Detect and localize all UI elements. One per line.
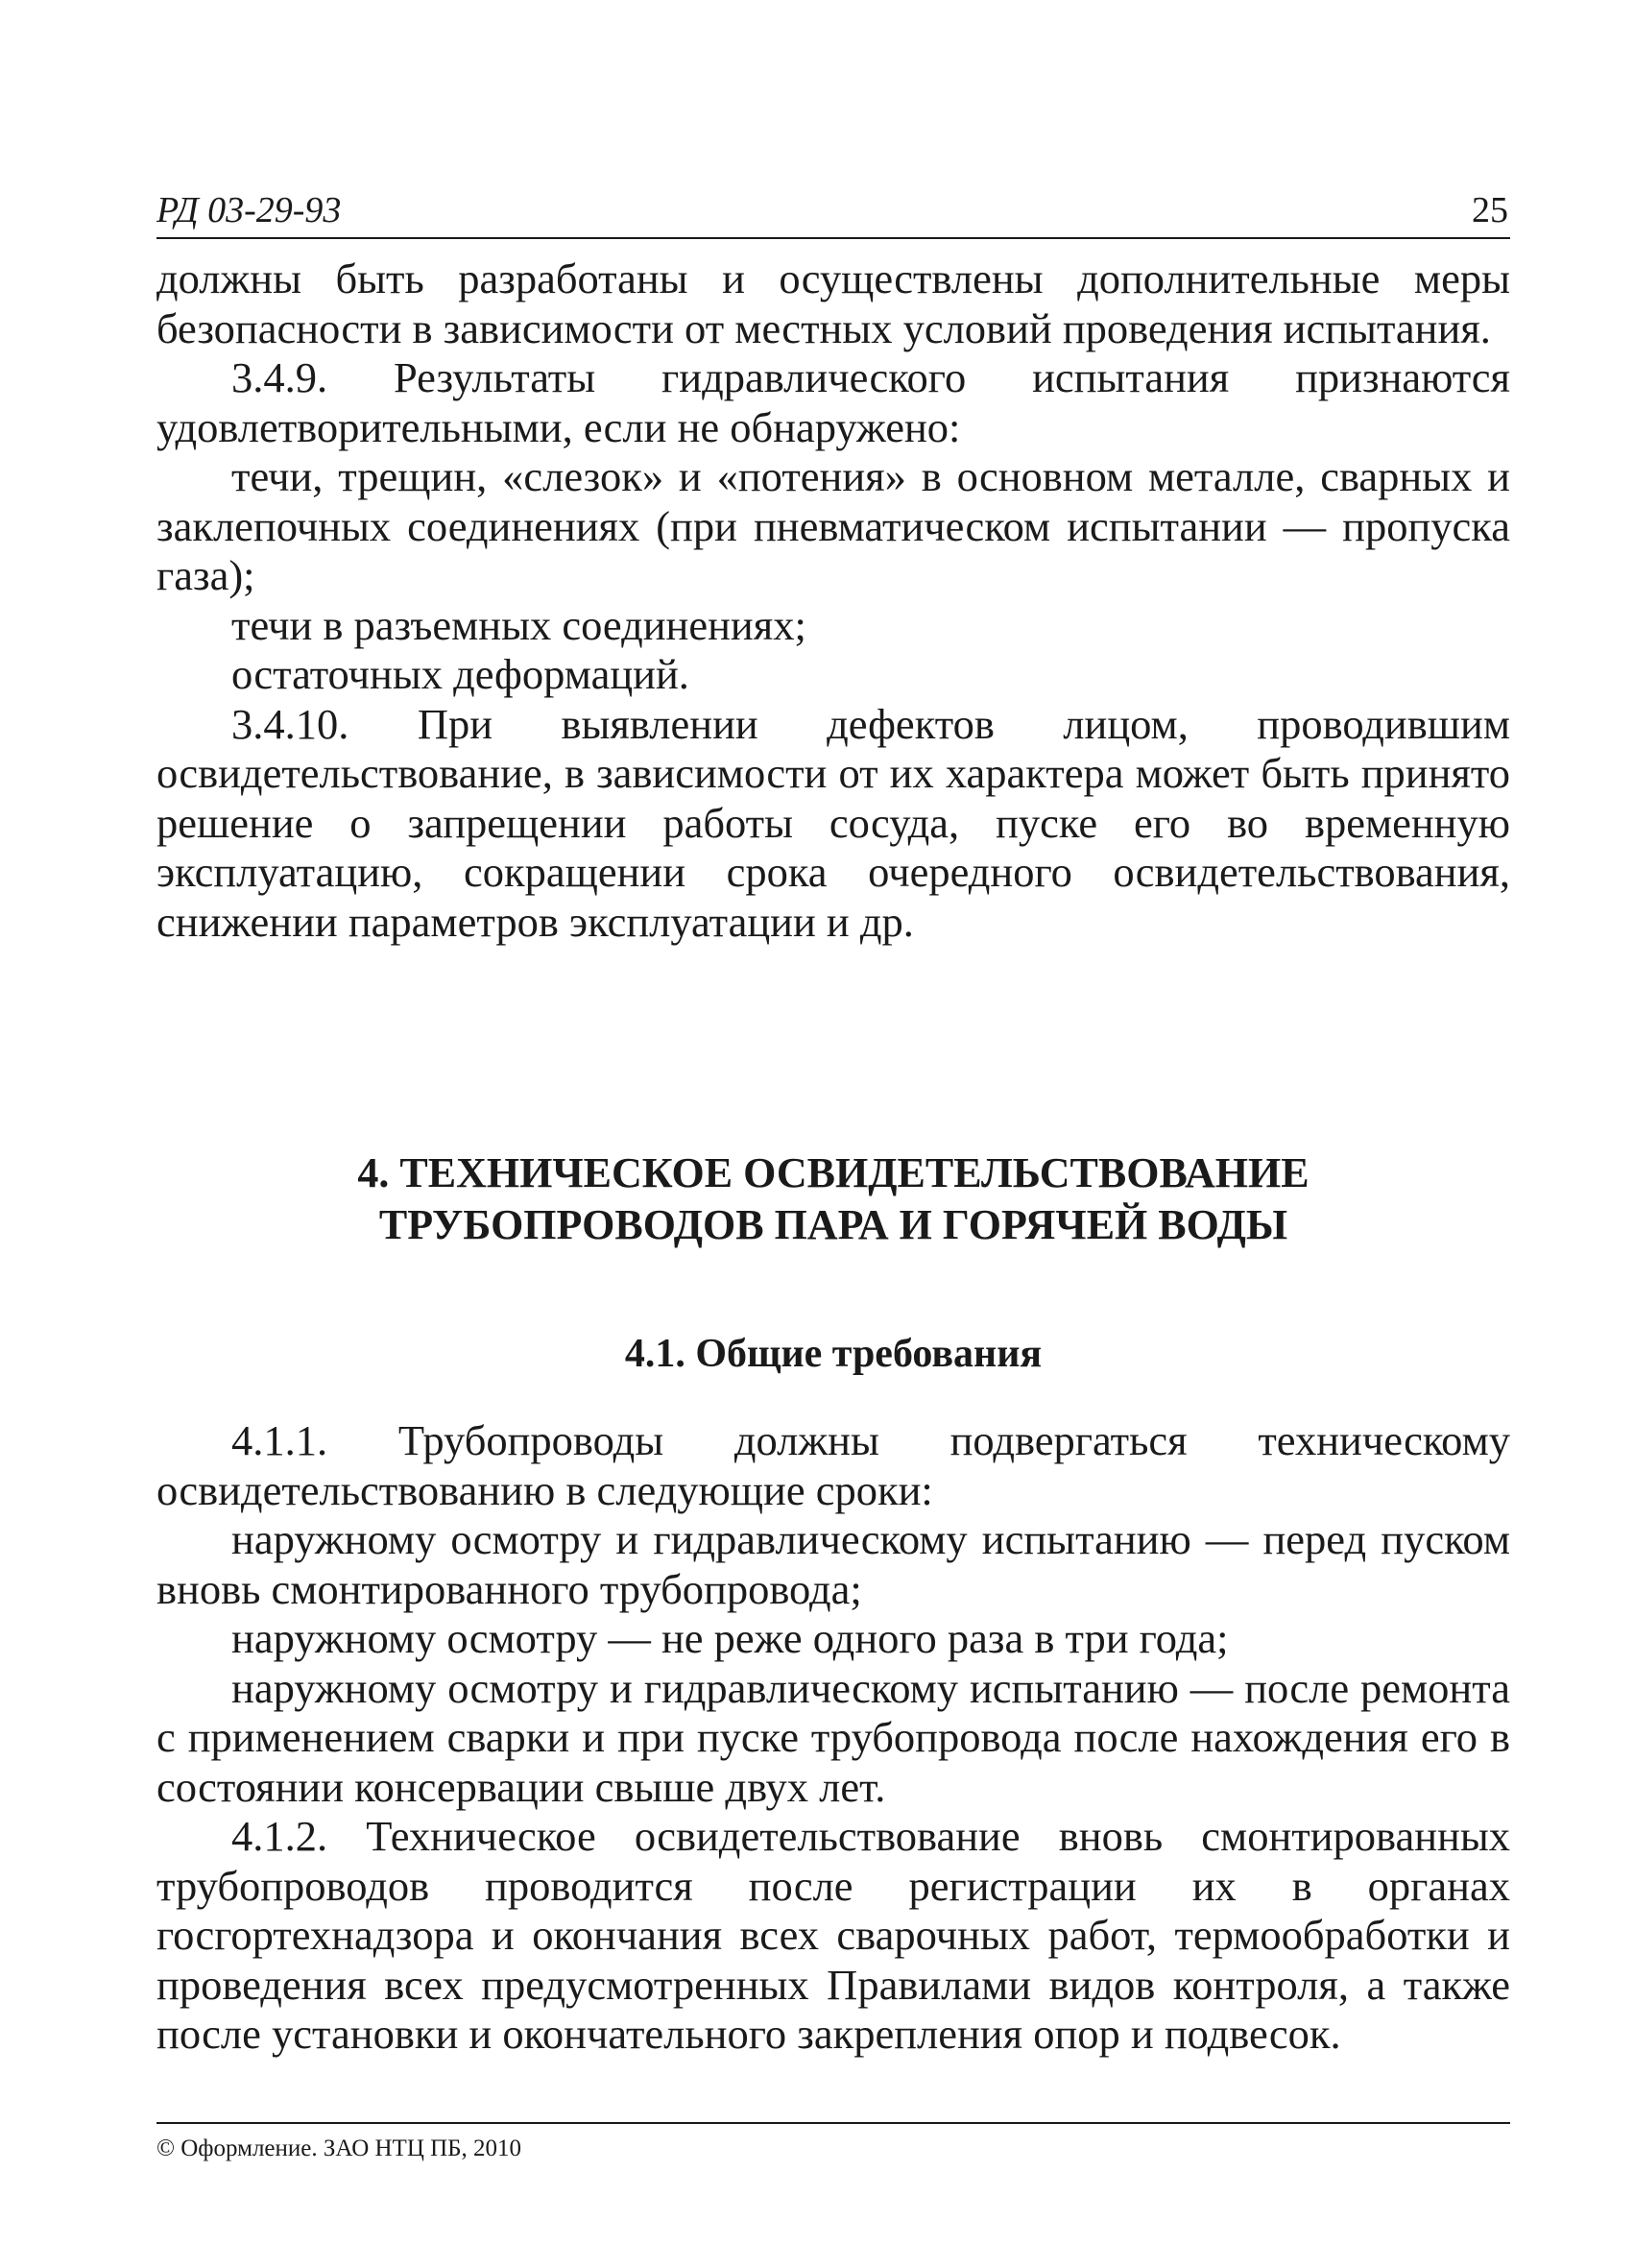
paragraph: течи в разъемных соединениях; bbox=[231, 600, 806, 649]
footer-copyright: © Оформление. ЗАО НТЦ ПБ, 2010 bbox=[156, 2135, 522, 2161]
body-text-bottom bbox=[156, 1416, 1510, 2060]
paragraph: 3.4.10. При выявлении дефектов лицом, проводившим освидетельствование, в зависимости от их характера может быть принято решение о запрещении работы сосуда, пуске его во временную эксплуатацию, сокращении срока очередного освидетельствования, снижении параметров эксплуатации и др. bbox=[156, 699, 1510, 946]
paragraph: наружному осмотру и гидравлическому испытанию — перед пуском вновь смонтированного трубопровода; bbox=[156, 1515, 1510, 1613]
paragraph: 3.4.9. Результаты гидравлического испытания признаются удовлетворительными, если не обнаружено: bbox=[156, 353, 1510, 451]
page-header bbox=[156, 187, 1510, 239]
paragraph: наружному осмотру и гидравлическому испытанию — после ремонта с применением сварки и при пуске трубопровода после нахождения его в состоянии консервации свыше двух лет. bbox=[156, 1663, 1510, 1811]
paragraph: 4.1.1. Трубопроводы должны подвергаться техническому освидетельствованию в следующие сроки: bbox=[156, 1416, 1510, 1514]
section-title-line: 4. ТЕХНИЧЕСКОЕ ОСВИДЕТЕЛЬСТВОВАНИЕ bbox=[357, 1149, 1310, 1196]
section-title-line: ТРУБОПРОВОДОВ ПАРА И ГОРЯЧЕЙ ВОДЫ bbox=[378, 1201, 1288, 1248]
paragraph: течи, трещин, «слезок» и «потения» в основном металле, сварных и заклепочных соединениях (при пневматическом испытании — пропуска газа); bbox=[156, 452, 1510, 599]
footer-divider bbox=[156, 2122, 1510, 2124]
paragraph: 4.1.2. Техническое освидетельствование вновь смонтированных трубопроводов проводится после регистрации их в органах госгортехнадзора и окончания всех сварочных работ, термообработки и проведения всех предусмотренных Правилами видов контроля, а также после установки и окончательного закрепления опор и подвесок. bbox=[156, 1812, 1510, 2058]
document-code: РД 03-29-93 bbox=[156, 190, 342, 230]
paragraph: должны быть разработаны и осуществлены дополнительные меры безопасности в зависимости от местных условий проведения испытания. bbox=[156, 254, 1510, 352]
page-number: 25 bbox=[1472, 190, 1508, 230]
paragraph: наружному осмотру — не реже одного раза в три года; bbox=[231, 1614, 1229, 1662]
body-text-top bbox=[156, 254, 1510, 947]
paragraph: остаточных деформаций. bbox=[231, 650, 689, 698]
subsection-title: 4.1. Общие требования bbox=[624, 1332, 1043, 1376]
section-title bbox=[156, 1147, 1510, 1251]
